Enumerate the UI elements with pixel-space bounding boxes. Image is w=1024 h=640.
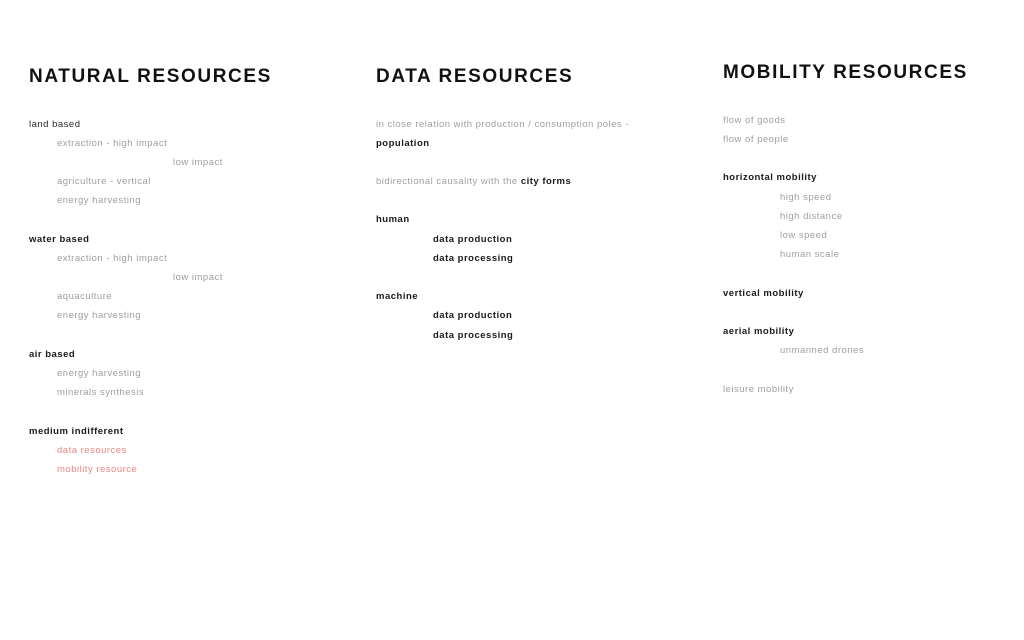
water-extraction-item: extraction - high impact [57,253,168,264]
natural-resources-title: NATURAL RESOURCES [29,66,272,87]
machine-heading: machine [376,291,419,302]
human-data-processing: data processing [433,253,514,264]
human-heading: human [376,214,410,225]
data-resources-title: DATA RESOURCES [376,66,574,87]
population-text: population [376,138,430,149]
land-based-heading: land based [29,119,81,130]
air-based-heading: air based [29,349,76,360]
air-energy-item: energy harvesting [57,368,142,379]
high-speed-item: high speed [780,192,832,203]
air-minerals-item: minerals synthesis [57,387,145,398]
unmanned-drones-item: unmanned drones [780,345,865,356]
leisure-mobility-item: leisure mobility [723,384,794,395]
flow-of-goods-item: flow of goods [723,115,786,126]
high-distance-item: high distance [780,211,843,222]
mobility-resource-link[interactable]: mobility resource [57,464,138,475]
low-speed-item: low speed [780,230,828,241]
water-aquaculture-item: aquaculture [57,291,113,302]
water-energy-item: energy harvesting [57,310,142,321]
water-based-heading: water based [29,234,90,245]
flow-of-people-item: flow of people [723,134,789,145]
data-resources-link[interactable]: data resources [57,445,127,456]
land-energy-item: energy harvesting [57,195,142,206]
land-low-impact-item: low impact [173,157,223,168]
machine-data-processing: data processing [433,330,514,341]
horizontal-mobility-heading: horizontal mobility [723,172,817,183]
vertical-mobility-heading: vertical mobility [723,288,804,299]
city-forms-text: city forms [520,176,572,187]
aerial-mobility-heading: aerial mobility [723,326,795,337]
human-scale-item: human scale [780,249,840,260]
water-low-impact-item: low impact [173,272,223,283]
land-extraction-item: extraction - high impact [57,138,168,149]
medium-indifferent-heading: medium indifferent [29,426,124,437]
mobility-resources-title: MOBILITY RESOURCES [723,62,968,83]
relation-text: in close relation with production / consumption poles - [376,119,629,130]
human-data-production: data production [433,234,513,245]
causality-line [376,176,571,188]
land-agriculture-item: agriculture - vertical [57,176,151,187]
causality-text: bidirectional causality with the [376,176,518,187]
machine-data-production: data production [433,310,513,321]
